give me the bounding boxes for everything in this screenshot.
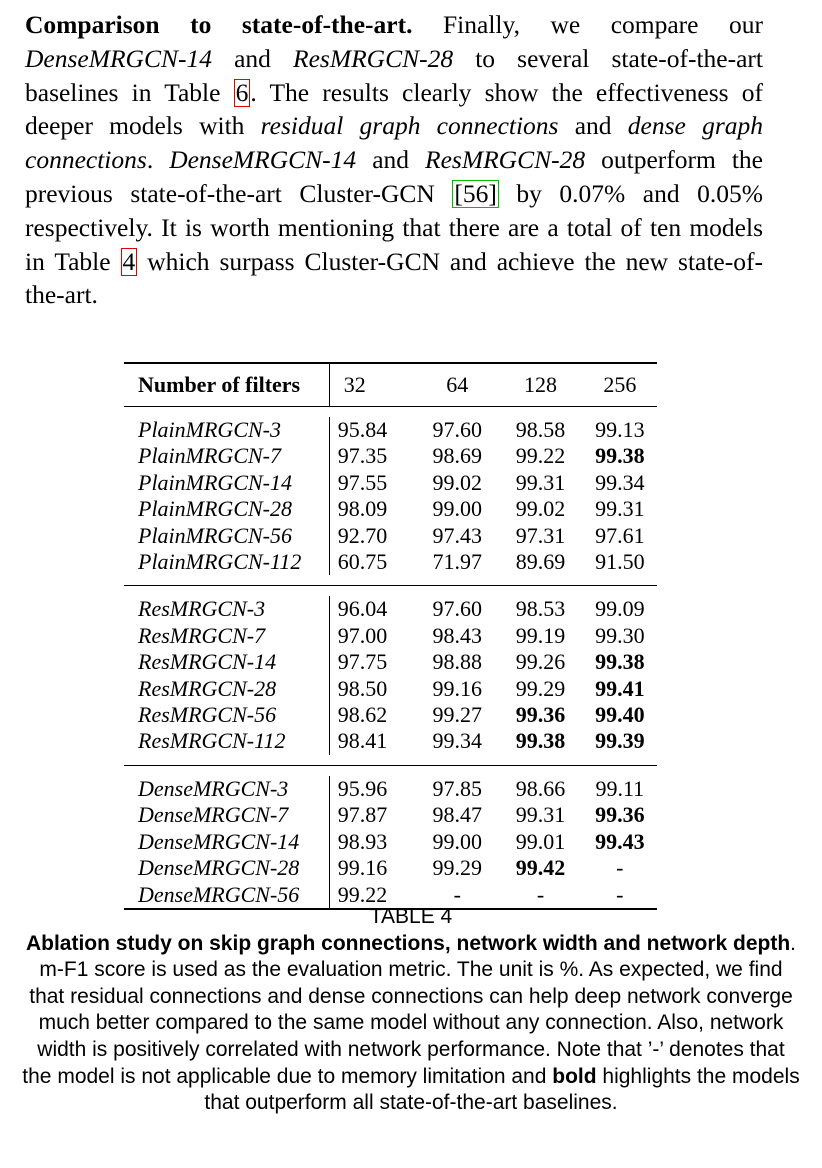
model-name-cell: ResMRGCN-112 (124, 728, 329, 754)
table-6-link[interactable]: 6 (235, 77, 249, 107)
value-cell: 99.38 (595, 649, 645, 675)
table-row (124, 855, 657, 881)
value-cell: 99.22 (515, 443, 566, 469)
group-separator (124, 407, 657, 418)
value-cell: 99.30 (595, 622, 645, 648)
caption-title: Ablation study on skip graph connections, network width and network depth (25, 931, 791, 955)
value-cell: 99.41 (595, 675, 645, 701)
value-cell: 99.31 (515, 469, 566, 495)
paragraph-text: by 0.07% and 0.05% respectively. It is worth mentioning that there are a total of ten models in Table (25, 178, 764, 276)
separator-rule (124, 586, 657, 597)
value-cell: 99.42 (515, 855, 566, 881)
value-cell: 98.66 (515, 775, 566, 801)
paragraph-text: . (146, 145, 170, 175)
table-row (124, 649, 657, 675)
model-name-cell: DenseMRGCN-3 (124, 776, 329, 802)
value-cell: - (536, 881, 545, 907)
model-name: DenseMRGCN-14 (169, 145, 357, 175)
header-label: Number of filters (124, 364, 329, 407)
value-cell: 97.43 (432, 522, 482, 548)
value-cell: 99.36 (515, 702, 566, 728)
table-row (124, 470, 657, 496)
paragraph-text: and (356, 145, 426, 175)
value-cell: 99.38 (515, 728, 566, 754)
value-cell: 97.31 (515, 522, 566, 548)
header-col-256: 256 (603, 372, 637, 397)
table-row (124, 549, 657, 575)
table-row (124, 623, 657, 649)
header-col-32: 32 (343, 372, 366, 397)
table-row (124, 417, 657, 443)
model-name: ResMRGCN-28 (293, 43, 454, 73)
paragraph-text: Finally, we compare our (412, 10, 763, 39)
table-header-row (124, 364, 657, 407)
model-name-cell: PlainMRGCN-3 (124, 417, 329, 443)
model-name-cell: PlainMRGCN-112 (124, 549, 329, 575)
separator-rule (124, 407, 657, 418)
model-name-cell: PlainMRGCN-28 (124, 496, 329, 522)
value-cell: 98.09 (337, 496, 388, 522)
value-cell: 97.61 (595, 522, 645, 548)
value-cell: 99.00 (432, 496, 482, 522)
value-cell: 98.47 (432, 802, 482, 828)
model-name-cell: PlainMRGCN-56 (124, 523, 329, 549)
value-cell: 99.02 (432, 469, 482, 495)
value-cell: 99.29 (515, 675, 566, 701)
value-cell: 99.27 (432, 702, 482, 728)
caption-text (20, 931, 802, 1117)
value-cell: 97.35 (337, 443, 388, 469)
value-cell: 97.87 (337, 802, 388, 828)
paragraph-text: outperform the previous state-of-the-art Cluster-GCN (25, 145, 763, 208)
header-col-128: 128 (524, 372, 558, 397)
gap-cell (124, 575, 657, 586)
model-name-cell: ResMRGCN-14 (124, 649, 329, 675)
value-cell: 99.02 (515, 496, 566, 522)
value-cell: 99.16 (337, 855, 388, 881)
value-cell: 60.75 (337, 549, 388, 575)
value-cell: 96.04 (337, 596, 388, 622)
value-cell: 99.22 (337, 881, 388, 907)
value-cell: 97.75 (337, 649, 388, 675)
value-cell: 99.34 (432, 728, 482, 754)
value-cell: 89.69 (515, 549, 566, 575)
model-name: DenseMRGCN-14 (25, 43, 212, 73)
table-row (124, 728, 657, 754)
value-cell: 98.69 (432, 443, 482, 469)
table-row (124, 702, 657, 728)
caption-body: . m-F1 score is used as the evaluation metric. The unit is %. As expected, we find that residual connections and dense connections can help deep network converge much better compared to the same model without any connection. Also, network width is positively correlated with network performance. Note that ’-’ denotes that the model is not applicable due to memory limitation and (22, 931, 797, 1088)
group-separator (124, 586, 657, 597)
emphasis-text: residual graph connections (260, 111, 559, 141)
table-row (124, 676, 657, 702)
model-name-cell: ResMRGCN-28 (124, 676, 329, 702)
paragraph-text: and (211, 43, 294, 73)
group-gap (124, 755, 657, 766)
citation-56-link[interactable]: [56] (454, 178, 497, 208)
table-row (124, 829, 657, 855)
value-cell: 99.31 (595, 496, 645, 522)
value-cell: 99.16 (432, 675, 482, 701)
table-row (124, 596, 657, 622)
model-name-cell: ResMRGCN-7 (124, 623, 329, 649)
model-name-cell: ResMRGCN-56 (124, 702, 329, 728)
table-row (124, 802, 657, 828)
value-cell: 99.01 (515, 828, 566, 854)
group-separator (124, 765, 657, 776)
caption-label: TABLE 4 (369, 905, 453, 928)
value-cell: 99.43 (595, 828, 645, 854)
value-cell: 98.50 (337, 675, 388, 701)
table-row (124, 776, 657, 802)
value-cell: 92.70 (337, 522, 388, 548)
table-caption (20, 904, 802, 1117)
value-cell: 99.13 (595, 417, 645, 442)
caption-tail: highlights the models that outperform all state-of-the-art baselines. (204, 1064, 800, 1115)
model-name-cell: DenseMRGCN-56 (124, 882, 329, 908)
value-cell: 98.41 (337, 728, 388, 754)
paragraph-lead: Comparison to state-of-the-art. (25, 10, 413, 39)
model-name-cell: DenseMRGCN-14 (124, 829, 329, 855)
model-name-cell: DenseMRGCN-7 (124, 802, 329, 828)
caption-bold-word: bold (552, 1064, 597, 1088)
value-cell: 97.55 (337, 469, 388, 495)
paragraph-text: and (558, 111, 628, 141)
model-name: ResMRGCN-28 (425, 145, 586, 175)
paragraph-text: to several state-of-the-art baselines in Table (25, 43, 763, 107)
table-row (124, 496, 657, 522)
value-cell: 99.09 (595, 596, 645, 622)
paragraph-text: . The results clearly show the effectiveness of deeper models with (25, 77, 763, 141)
body-paragraph (25, 8, 763, 312)
table-4-link[interactable]: 4 (122, 246, 136, 276)
value-cell: 99.39 (595, 728, 645, 754)
value-cell: 71.97 (432, 549, 482, 575)
model-name-cell: ResMRGCN-3 (124, 596, 329, 622)
ablation-table (124, 364, 657, 908)
value-cell: 99.19 (515, 622, 566, 648)
value-cell: 99.34 (595, 469, 645, 495)
value-cell: 97.60 (432, 596, 482, 622)
value-cell: - (616, 881, 624, 907)
value-cell: 97.85 (432, 775, 482, 801)
value-cell: 99.26 (515, 649, 566, 675)
table-row (124, 443, 657, 469)
value-cell: 98.58 (515, 417, 566, 442)
value-cell: 95.84 (337, 417, 388, 442)
value-cell: 99.40 (595, 702, 645, 728)
value-cell: 98.43 (432, 622, 482, 648)
gap-cell (124, 755, 657, 766)
value-cell: 99.38 (595, 443, 645, 469)
value-cell: - (616, 855, 624, 881)
value-cell: 91.50 (595, 549, 645, 575)
value-cell: 99.29 (432, 855, 482, 881)
value-cell: 99.11 (595, 775, 645, 801)
table-row (124, 523, 657, 549)
emphasis-text: dense graph connections (25, 111, 763, 175)
value-cell: 99.00 (432, 828, 482, 854)
value-cell: 97.60 (432, 417, 482, 442)
value-cell: 98.88 (432, 649, 482, 675)
group-gap (124, 575, 657, 586)
value-cell: 99.31 (515, 802, 566, 828)
model-name-cell: DenseMRGCN-28 (124, 855, 329, 881)
value-cell: 95.96 (337, 775, 388, 801)
header-col-64: 64 (446, 372, 469, 397)
value-cell: 97.00 (337, 622, 388, 648)
value-cell: 99.36 (595, 802, 645, 828)
results-table (124, 362, 657, 910)
model-name-cell: PlainMRGCN-14 (124, 470, 329, 496)
value-cell: 98.62 (337, 702, 388, 728)
value-cell: 98.53 (515, 596, 566, 622)
value-cell: 98.93 (337, 828, 388, 854)
paragraph-text: which surpass Cluster-GCN and achieve the new state-of-the-art. (25, 246, 763, 310)
separator-rule (124, 765, 657, 776)
value-cell: - (453, 881, 461, 907)
model-name-cell: PlainMRGCN-7 (124, 443, 329, 469)
